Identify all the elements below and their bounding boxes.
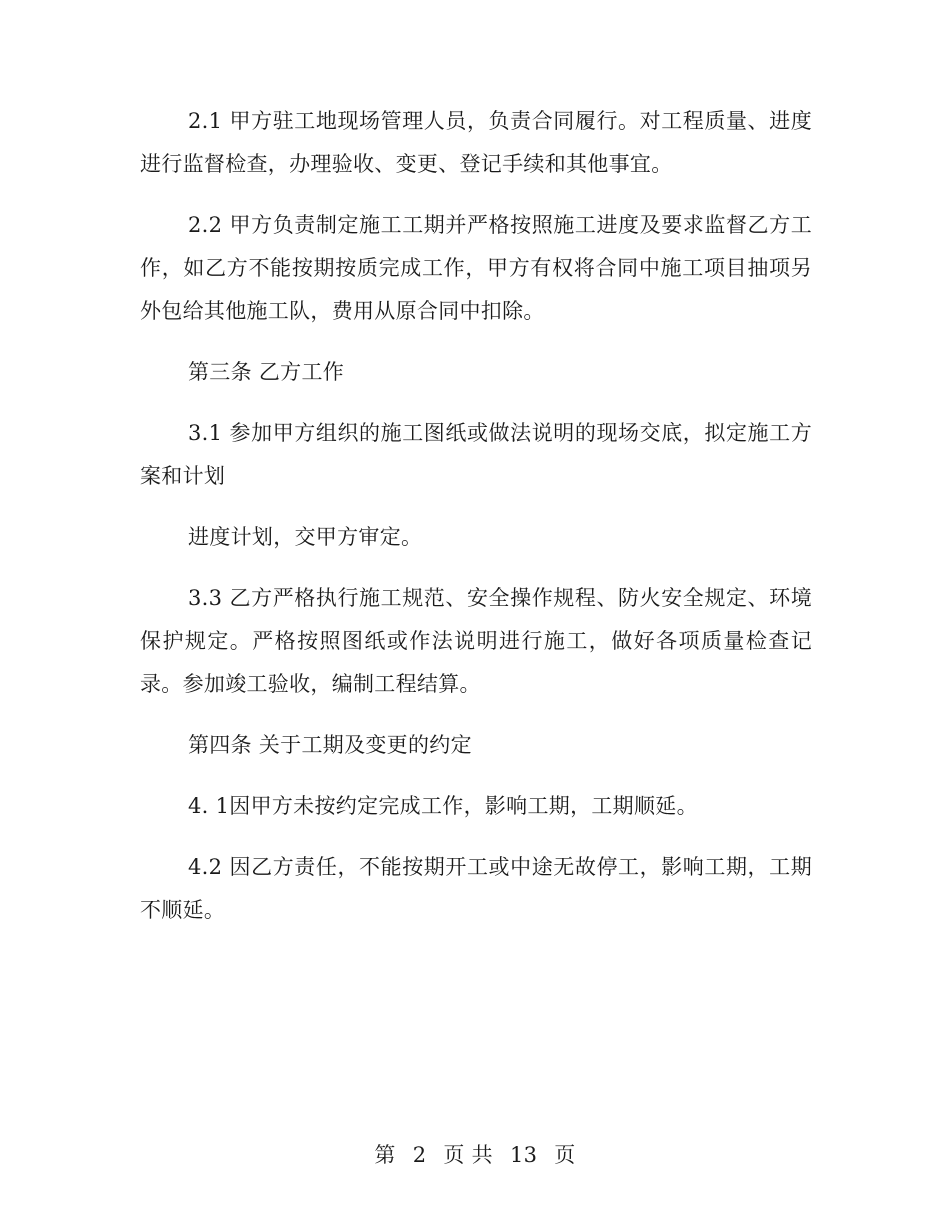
clause-4-2: 4.2 因乙方责任，不能按期开工或中途无故停工，影响工期，工期不顺延。 — [140, 855, 812, 922]
footer-total-pages: 13 — [509, 1143, 538, 1167]
clause-3-1: 3.1 参加甲方组织的施工图纸或做法说明的现场交底，拟定施工方案和计划 — [140, 421, 812, 488]
footer-label-page: 第 — [374, 1143, 396, 1167]
clause-3-3: 3.3 乙方严格执行施工规范、安全操作规程、防火安全规定、环境保护规定。严格按照图纸或作法说明进行施工，做好各项质量检查记录。参加竣工验收，编制工程结算。 — [140, 586, 812, 696]
article-3-heading: 第三条 乙方工作 — [188, 360, 345, 384]
footer-label-end: 页 — [554, 1143, 576, 1167]
footer-label-of: 页 共 — [443, 1143, 493, 1167]
document-body — [140, 100, 812, 950]
article-4-heading: 第四条 关于工期及变更的约定 — [188, 733, 472, 757]
clause-2-1: 2.1 甲方驻工地现场管理人员，负责合同履行。对工程质量、进度进行监督检查，办理验收、变更、登记手续和其他事宜。 — [140, 109, 812, 176]
footer-current-page: 2 — [412, 1143, 427, 1167]
page-number-footer — [0, 1140, 950, 1170]
clause-4-1: 4. 1因甲方未按约定完成工作，影响工期，工期顺延。 — [188, 794, 698, 818]
clause-3-1-continued: 进度计划，交甲方审定。 — [188, 525, 423, 549]
clause-2-2: 2.2 甲方负责制定施工工期并严格按照施工进度及要求监督乙方工作，如乙方不能按期按质完成工作，甲方有权将合同中施工项目抽项另外包给其他施工队，费用从原合同中扣除。 — [140, 213, 812, 323]
